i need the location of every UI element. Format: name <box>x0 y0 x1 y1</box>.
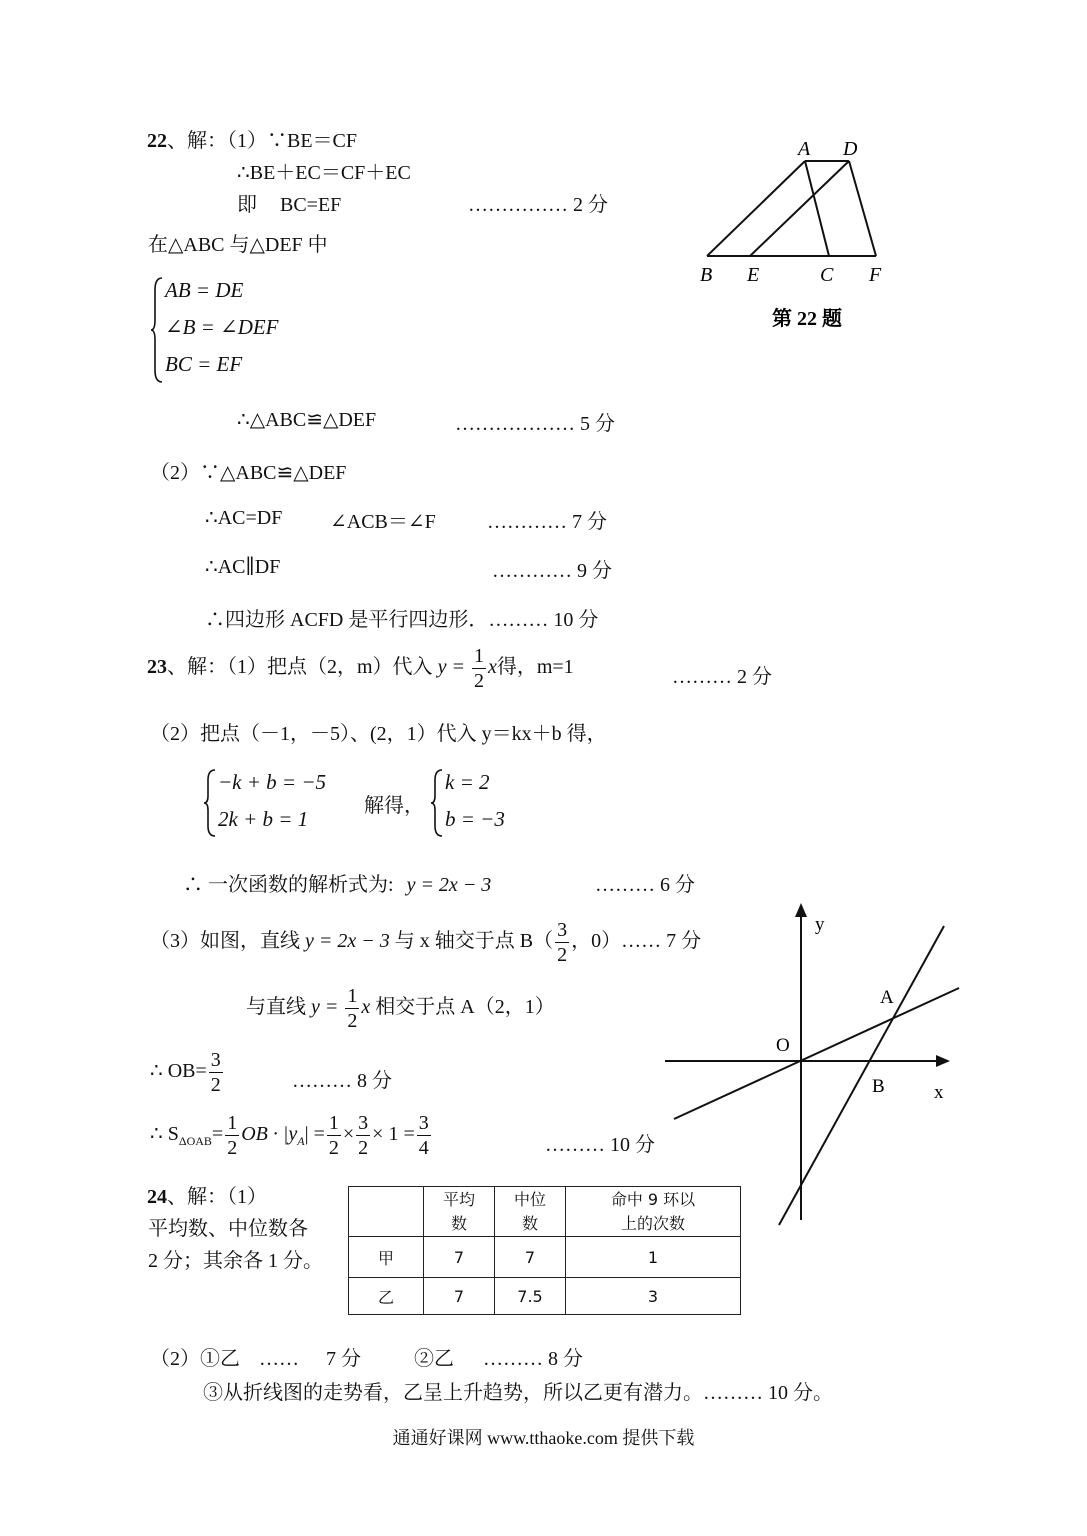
line-y-half-x <box>674 988 959 1119</box>
frac-den: 2 <box>347 1010 358 1032</box>
q22-sys-eq2: ∠B = ∠DEF <box>165 315 279 339</box>
q22-line1 <box>147 124 357 153</box>
frac-num: 3 <box>358 1112 369 1134</box>
q22-line9: ∴四边形 ACFD 是平行四边形．……… 10 分 <box>205 609 599 631</box>
q23-l5-x: x <box>361 996 371 1019</box>
q24-l4d: ②乙 <box>414 1348 454 1370</box>
table-cell: 7 <box>424 1237 495 1278</box>
table-row <box>349 1237 741 1278</box>
label-a: A <box>880 987 894 1008</box>
label-c: C <box>820 264 834 286</box>
x-axis-arrow <box>936 1055 950 1067</box>
table-header-cell: 中位 数 <box>495 1187 566 1237</box>
frac-den: 2 <box>210 1074 221 1096</box>
frac-den: 2 <box>358 1137 369 1159</box>
frac-num: 3 <box>210 1049 221 1071</box>
q23-l1-x: x <box>487 656 497 679</box>
q22-number: 22 <box>147 130 167 152</box>
table-header-cell <box>349 1187 424 1237</box>
label-b: B <box>700 264 713 286</box>
q22-score-2: …………… 2 分 <box>468 194 608 216</box>
q23-line2: （2）把点（－1，－5）、(2，1）代入 y＝kx＋b 得， <box>150 723 607 745</box>
q23-sysB-eq2: b = −3 <box>445 807 505 831</box>
label-b: B <box>872 1076 885 1097</box>
label-d: D <box>843 138 858 160</box>
q23-sysB-eq1: k = 2 <box>445 770 490 794</box>
frac-den: 2 <box>473 670 484 692</box>
frac-den: 2 <box>227 1137 238 1159</box>
q22-line4: 在△ABC 与△DEF 中 <box>148 234 328 256</box>
label-x: x <box>934 1082 944 1103</box>
frac-den: 4 <box>418 1137 429 1159</box>
table-header-row <box>349 1187 741 1237</box>
q22-score-9: ………… 9 分 <box>492 560 612 582</box>
q23-l1-result: 得，m=1 <box>496 656 574 679</box>
line-y-2x-3 <box>779 926 944 1225</box>
label-o: O <box>776 1035 790 1056</box>
q24-line4 <box>150 1342 583 1371</box>
q23-line5 <box>246 986 555 1031</box>
frac-num: 1 <box>227 1112 238 1134</box>
q22-trapezoid-figure <box>690 130 900 340</box>
q23-l5d: 相交于点 A（2，1） <box>375 996 555 1019</box>
figure-caption: 第 22 题 <box>772 308 842 330</box>
q23-line3 <box>183 868 491 897</box>
q23-l7-abs: | = <box>304 1123 325 1146</box>
q23-l4c: 与 x 轴交于点 B（ <box>394 930 554 953</box>
q24-line3: 2 分；其余各 1 分。 <box>148 1250 323 1272</box>
q23-score-2: ……… 2 分 <box>672 666 772 688</box>
q23-l7-eq: = <box>211 1123 224 1146</box>
q23-l4-formula: y = 2x − 3 <box>305 930 390 953</box>
score-table <box>348 1186 741 1315</box>
q23-l7a: ∴ S <box>150 1123 179 1146</box>
q23-l7-ob: OB · |y <box>241 1123 298 1146</box>
fraction-one-half <box>472 646 486 691</box>
line-ac <box>805 161 829 256</box>
q23-l7-times-one: × 1 = <box>372 1123 415 1146</box>
table-cell: 3 <box>566 1278 741 1315</box>
q22-score-5: ……………… 5 分 <box>455 413 615 435</box>
q24-l4e: ……… 8 分 <box>483 1348 583 1370</box>
q22-score-7: ………… 7 分 <box>487 511 607 533</box>
q23-l7-sub: ΔOAB <box>178 1134 212 1149</box>
q23-number: 23 <box>147 656 167 679</box>
fraction-three-halves <box>356 1113 370 1158</box>
q23-l5a: 与直线 <box>246 996 306 1019</box>
q24-line1 <box>147 1180 267 1209</box>
q22-line3 <box>237 188 341 217</box>
table-cell: 甲 <box>349 1237 424 1278</box>
q23-system-a-brace <box>203 768 217 838</box>
page-footer: 通通好课网 www.tthaoke.com 提供下载 <box>392 1428 695 1448</box>
q22-line5: ∴△ABC≌△DEF <box>237 409 377 431</box>
fraction-one-half <box>345 986 359 1031</box>
q23-system-b-brace <box>430 768 444 838</box>
q22-l3b: BC=EF <box>280 194 342 216</box>
table-cell: 7.5 <box>495 1278 566 1315</box>
q23-line6 <box>150 1050 225 1095</box>
q23-l3-formula: y = 2x − 3 <box>406 874 492 896</box>
table-cell: 7 <box>424 1278 495 1315</box>
q23-score-10: ……… 10 分 <box>545 1134 655 1156</box>
q23-l7-times: × <box>342 1123 355 1146</box>
label-e: E <box>747 264 760 286</box>
table-cell: 1 <box>566 1237 741 1278</box>
q24-line5: ③从折线图的走势看，乙呈上升趋势，所以乙更有潜力。……… 10 分。 <box>203 1382 833 1404</box>
q24-number: 24 <box>147 1186 167 1208</box>
q24-l4b: …… <box>259 1348 299 1370</box>
q23-score-6: ……… 6 分 <box>595 874 695 896</box>
q22-line7b: ∠ACB＝∠F <box>330 511 436 533</box>
q24-l1: 、解：（1） <box>167 1186 267 1208</box>
fraction-three-quarters <box>417 1113 431 1158</box>
table-header-cell: 平均 数 <box>424 1187 495 1237</box>
q23-l1a: 、解：（1）把点（2，m）代入 <box>167 656 433 679</box>
q22-sys-eq3: BC = EF <box>165 352 243 376</box>
frac-num: 1 <box>473 645 484 667</box>
q23-l4d: ，0）…… 7 分 <box>571 930 702 953</box>
line-df <box>849 161 876 256</box>
q22-line6: （2）∵△ABC≌△DEF <box>150 462 347 484</box>
table-cell: 乙 <box>349 1278 424 1315</box>
frac-den: 2 <box>557 944 568 966</box>
frac-num: 3 <box>418 1112 429 1134</box>
q23-l4a: （3）如图，直线 <box>150 930 300 953</box>
q24-line2: 平均数、中位数各 <box>148 1218 308 1240</box>
frac-num: 1 <box>347 985 358 1007</box>
fraction-three-halves <box>209 1050 223 1095</box>
q23-coordinate-graph <box>660 895 970 1235</box>
fraction-three-halves <box>555 920 569 965</box>
line-ed <box>750 161 849 256</box>
fraction-one-half <box>327 1113 341 1158</box>
q23-solved-label: 解得， <box>364 795 424 817</box>
y-axis-arrow <box>795 903 807 917</box>
table-cell: 7 <box>495 1237 566 1278</box>
frac-num: 3 <box>557 919 568 941</box>
frac-den: 2 <box>328 1137 339 1159</box>
q23-l1-y: y = <box>437 656 465 679</box>
q23-l6a: ∴ OB= <box>150 1060 207 1083</box>
q23-score-8: ……… 8 分 <box>292 1070 392 1092</box>
label-a: A <box>798 138 811 160</box>
label-y: y <box>815 914 825 935</box>
line-ab <box>707 161 805 256</box>
q23-l5-y: y = <box>311 996 339 1019</box>
table-row <box>349 1278 741 1315</box>
q23-sysA-eq1: −k + b = −5 <box>218 770 327 794</box>
q22-line8: ∴AC∥DF <box>205 556 281 578</box>
q22-sys-eq1: AB = DE <box>165 278 244 302</box>
q23-line7 <box>150 1113 433 1158</box>
table-header-cell: 命中 9 环以 上的次数 <box>566 1187 741 1237</box>
q22-line7a: ∴AC=DF <box>205 507 283 529</box>
q23-line1 <box>147 646 574 691</box>
q22-l3a: 即 <box>237 194 257 216</box>
q23-sysA-eq2: 2k + b = 1 <box>218 807 309 831</box>
q23-line4 <box>150 920 701 965</box>
q22-line2: ∴BE＋EC＝CF＋EC <box>237 162 411 184</box>
frac-num: 1 <box>328 1112 339 1134</box>
q24-l4a: （2）①乙 <box>150 1348 240 1370</box>
q22-system-brace <box>150 276 164 384</box>
q23-l3a: ∴ 一次函数的解析式为: <box>183 874 394 896</box>
label-f: F <box>869 264 882 286</box>
fraction-one-half <box>225 1113 239 1158</box>
q24-l4c: 7 分 <box>326 1348 361 1370</box>
q23-l7-sub-a: A <box>297 1134 305 1149</box>
q22-l1-text: 、解：（1）∵BE＝CF <box>167 130 358 152</box>
